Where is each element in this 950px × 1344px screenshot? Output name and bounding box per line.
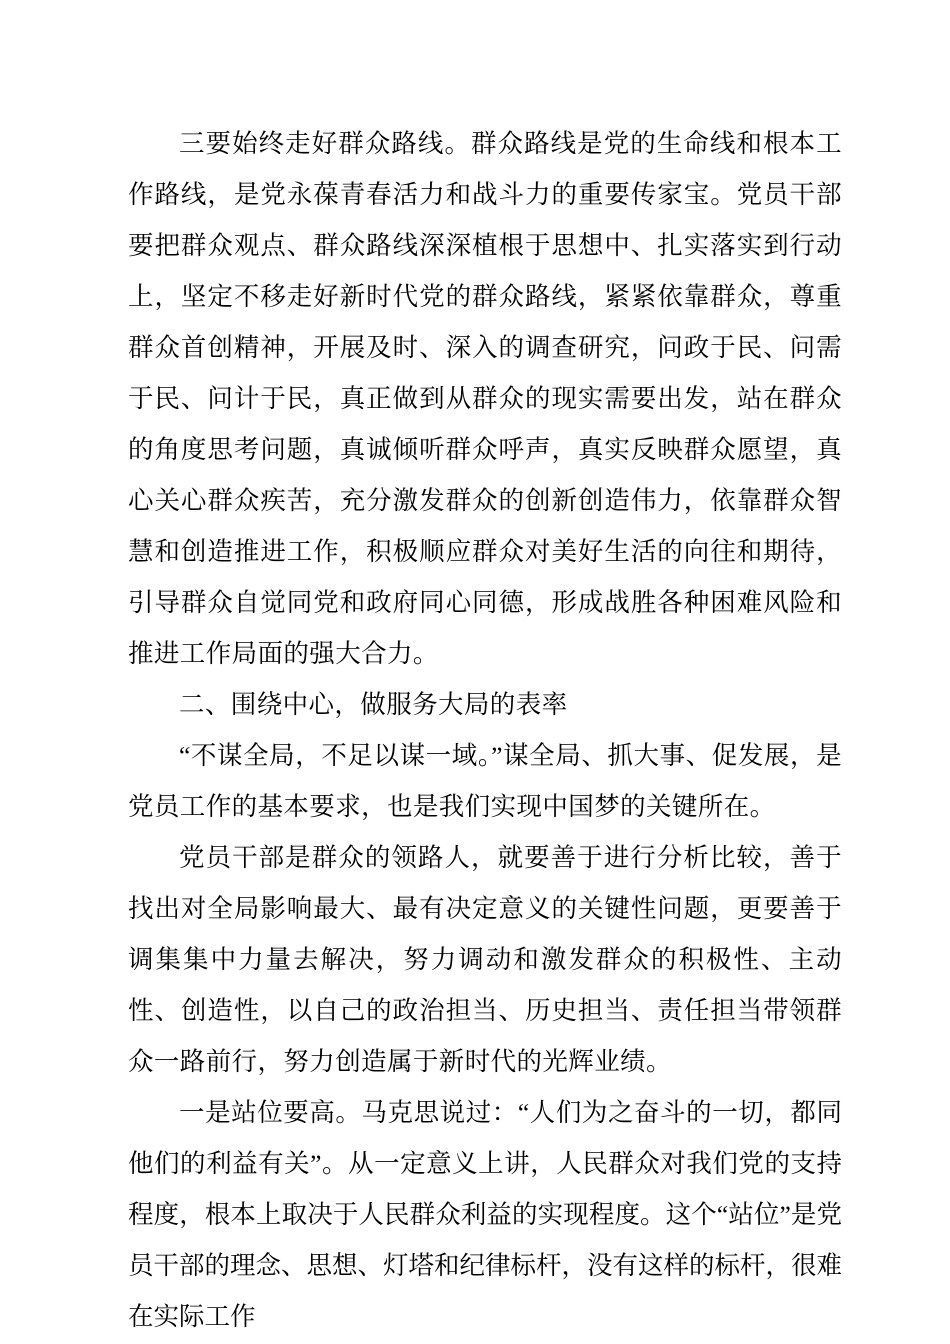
- document-body: [128, 118, 842, 1342]
- paragraph-4: 党员干部是群众的领路人，就要善于进行分析比较，善于找出对全局影响最大、最有决定意义的关键性问题，更要善于调集集中力量去解决，努力调动和激发群众的积极性、主动性、创造性，以自己的政治担当、历史担当、责任担当带领群众一路前行，努力创造属于新时代的光辉业绩。: [128, 843, 842, 1076]
- paragraph-5: 一是站位要高。马克思说过：“人们为之奋斗的一切，都同他们的利益有关”。从一定意义上讲，人民群众对我们党的支持程度，根本上取决于人民群众利益的实现程度。这个“站位”是党员干部的理念、思想、灯塔和纪律标杆，没有这样的标杆，很难在实际工作: [128, 1098, 843, 1331]
- paragraph-3: “不谋全局，不足以谋一域。”谋全局、抓大事、促发展，是党员工作的基本要求，也是我们实现中国梦的关键所在。: [128, 741, 842, 821]
- paragraph-1: 三要始终走好群众路线。群众路线是党的生命线和根本工作路线，是党永葆青春活力和战斗力的重要传家宝。党员干部要把群众观点、群众路线深深植根于思想中、扎实落实到行动上，坚定不移走好新时代党的群众路线，紧紧依靠群众，尊重群众首创精神，开展及时、深入的调查研究，问政于民、问需于民、问计于民，真正做到从群众的现实需要出发，站在群众的角度思考问题，真诚倾听群众呼声，真实反映群众愿望，真心关心群众疾苦，充分激发群众的创新创造伟力，依靠群众智慧和创造推进工作，积极顺应群众对美好生活的向往和期待，引导群众自觉同党和政府同心同德，形成战胜各种困难风险和推进工作局面的强大合力。: [128, 129, 842, 668]
- paragraph-heading-2: 二、围绕中心，做服务大局的表率: [179, 690, 568, 719]
